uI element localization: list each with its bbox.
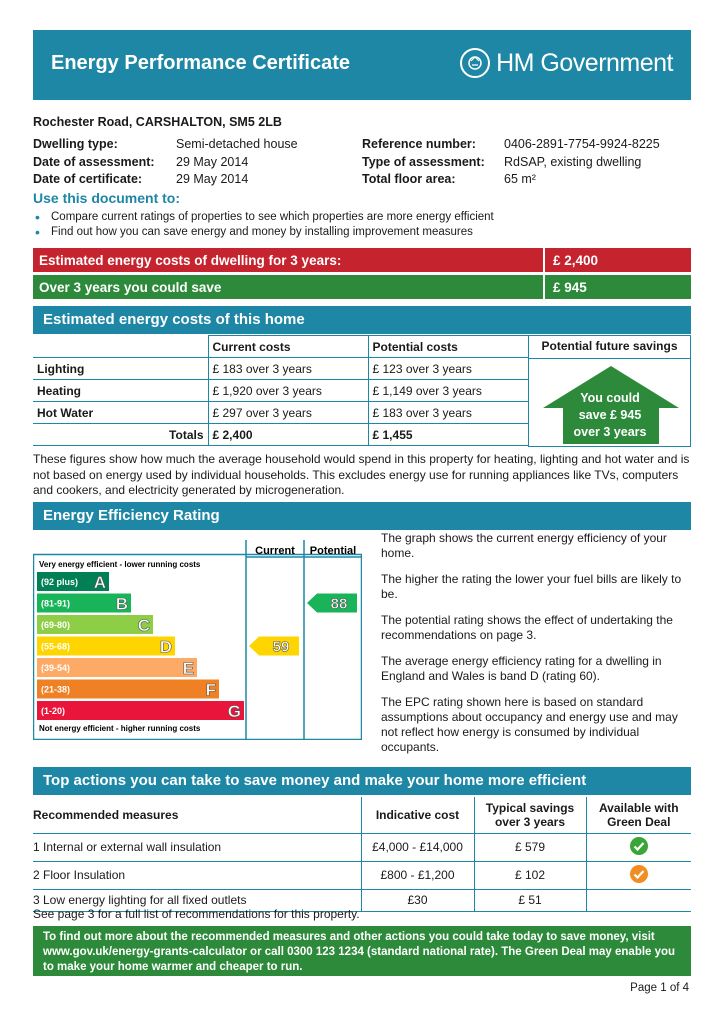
table-row xyxy=(33,861,691,889)
current-cost-cell: £ 297 over 3 years xyxy=(208,402,368,424)
band-d-range: (55-68) xyxy=(41,641,71,652)
band-f-range: (21-38) xyxy=(41,684,71,695)
reference-value: 0406-2891-7754-9924-8225 xyxy=(504,137,660,151)
efficiency-section-heading: Energy Efficiency Rating xyxy=(33,502,691,530)
green-deal-cell xyxy=(586,889,691,911)
green-deal-cell xyxy=(586,833,691,861)
potential-cost-cell: £ 183 over 3 years xyxy=(368,402,528,424)
efficiency-explanation xyxy=(381,531,691,766)
table-row xyxy=(33,380,528,402)
actions-table xyxy=(33,797,691,912)
band-c-range: (69-80) xyxy=(41,620,71,630)
potential-cost-cell: £ 1,149 over 3 years xyxy=(368,380,528,402)
cost-cell: £30 xyxy=(361,889,474,911)
band-g-letter: G xyxy=(227,702,241,721)
cost-cell: £4,000 - £14,000 xyxy=(361,833,474,861)
certificate-date-value: 29 May 2014 xyxy=(176,172,249,186)
efficiency-paragraph: The graph shows the current energy efficiency of your home. xyxy=(381,531,667,560)
band-g-bar xyxy=(37,701,244,720)
savings-line-2: save £ 945 xyxy=(578,408,642,422)
band-d-letter: D xyxy=(159,637,172,657)
costs-table xyxy=(33,335,529,446)
details-right xyxy=(362,136,660,189)
potential-cost-cell: £ 123 over 3 years xyxy=(368,358,528,380)
band-g-range: (1-20) xyxy=(41,706,66,716)
green-deal-cell xyxy=(586,861,691,889)
measure-cell: 1 Internal or external wall insulation xyxy=(33,833,361,861)
reference-label: Reference number: xyxy=(362,137,476,151)
costs-header-current: Current costs xyxy=(208,336,368,358)
floor-area-label: Total floor area: xyxy=(362,172,456,186)
current-column-header: Current xyxy=(255,545,295,557)
current-total: £ 2,400 xyxy=(208,424,368,446)
use-document-heading: Use this document to: xyxy=(33,190,181,206)
band-a-range: (92 plus) xyxy=(41,577,79,587)
potential-rating-value: 88 xyxy=(330,595,348,613)
efficiency-paragraph: The average energy efficiency rating for a dwelling in England and Wales is band D (rating 60). xyxy=(381,654,662,683)
gov-logo-text: HM Government xyxy=(496,48,673,77)
bottom-efficiency-label: Not energy efficient - higher running costs xyxy=(39,724,201,733)
bullet-item: • Compare current ratings of properties to see which properties are more energy efficient xyxy=(33,210,494,225)
top-efficiency-label: Very energy efficient - lower running costs xyxy=(39,560,201,569)
cost-header: Indicative cost xyxy=(361,797,474,833)
future-savings-box xyxy=(528,335,691,447)
actions-section-heading: Top actions you can take to save money and make your home more efficient xyxy=(33,767,691,795)
costs-section-heading: Estimated energy costs of this home xyxy=(33,306,691,334)
dwelling-type-value: Semi-detached house xyxy=(176,137,298,151)
check-icon xyxy=(629,864,649,884)
row-label: Lighting xyxy=(33,358,208,380)
bullet-item: • Find out how you can save energy and money by installing improvement measures xyxy=(33,225,494,240)
band-b-letter: B xyxy=(115,594,128,614)
future-savings-header: Potential future savings xyxy=(529,336,690,359)
costs-header-potential: Potential costs xyxy=(368,336,528,358)
rating-bands xyxy=(37,572,244,721)
potential-total: £ 1,455 xyxy=(368,424,528,446)
saving-cell: £ 102 xyxy=(474,861,586,889)
assessment-type-label: Type of assessment: xyxy=(362,154,485,169)
savings-line-1: You could xyxy=(580,391,640,405)
savings-header: Typical savings over 3 years xyxy=(474,797,586,833)
certificate-date-label: Date of certificate: xyxy=(33,172,143,186)
costs-header-empty xyxy=(33,336,208,358)
efficiency-paragraph: The higher the rating the lower your fuel bills are likely to be. xyxy=(381,572,682,601)
savings-bar xyxy=(33,275,691,299)
efficiency-rating-chart xyxy=(33,540,362,740)
page-number: Page 1 of 4 xyxy=(630,982,689,994)
floor-area-value: 65 m² xyxy=(504,172,536,186)
row-label: Heating xyxy=(33,380,208,402)
check-icon xyxy=(629,836,649,856)
estimated-cost-label: Estimated energy costs of dwelling for 3 years: xyxy=(39,253,342,268)
cost-cell: £800 - £1,200 xyxy=(361,861,474,889)
saving-cell: £ 579 xyxy=(474,833,586,861)
current-cost-cell: £ 1,920 over 3 years xyxy=(208,380,368,402)
savings-arrow-text xyxy=(549,390,671,441)
current-cost-cell: £ 183 over 3 years xyxy=(208,358,368,380)
assessment-date-value: 29 May 2014 xyxy=(176,154,249,169)
band-c-letter: C xyxy=(137,616,150,635)
table-row xyxy=(33,833,691,861)
totals-label: Totals xyxy=(33,424,208,446)
efficiency-paragraph: The EPC rating shown here is based on standard assumptions about occupancy and energy use and may not reflect how energy is consumed by individual occupants. xyxy=(381,695,678,754)
dwelling-type-label: Dwelling type: xyxy=(33,137,118,151)
potential-column-header: Potential xyxy=(309,545,357,557)
saving-cell: £ 51 xyxy=(474,889,586,911)
efficiency-paragraph: The potential rating shows the effect of undertaking the recommendations on page 3. xyxy=(381,613,673,642)
band-e-range: (39-54) xyxy=(41,663,71,673)
estimated-cost-bar xyxy=(33,248,691,272)
band-f-letter: F xyxy=(205,680,216,700)
savings-label: Over 3 years you could save xyxy=(39,280,222,295)
hm-government-logo xyxy=(460,48,673,78)
footer-info-box: To find out more about the recommended measures and other actions you could take today to save money, visit www.gov.uk/energy-grants-calculator or call 0300 123 1234 (standard national rate). The Green Deal may enable you to make your home warmer and cheaper to run. xyxy=(33,926,691,976)
rating-markers xyxy=(249,594,357,656)
savings-value: £ 945 xyxy=(543,275,691,299)
details-left xyxy=(33,136,298,189)
green-deal-header: Available with Green Deal xyxy=(586,797,691,833)
measure-cell: 2 Floor Insulation xyxy=(33,861,361,889)
assessment-date-label: Date of assessment: xyxy=(33,154,155,169)
current-rating-value: 59 xyxy=(272,638,290,656)
band-e-letter: E xyxy=(182,659,194,678)
measures-header: Recommended measures xyxy=(33,797,361,833)
use-bullets xyxy=(33,210,494,240)
document-title: Energy Performance Certificate xyxy=(51,52,351,74)
see-page-note: See page 3 for a full list of recommendations for this property. xyxy=(33,907,360,921)
table-row xyxy=(33,402,528,424)
band-b-range: (81-91) xyxy=(41,598,71,609)
costs-explanation: These figures show how much the average household would spend in this property for heating, lighting and hot water and is not based on energy used by individual households. This excludes energy use for running appliances like TVs, computers and cookers, and electricity generated by microgeneration. xyxy=(33,452,690,497)
header-banner xyxy=(33,30,691,100)
property-address: Rochester Road, CARSHALTON, SM5 2LB xyxy=(33,115,282,129)
estimated-cost-value: £ 2,400 xyxy=(543,248,691,272)
band-a-letter: A xyxy=(93,573,106,592)
measure-cell: 3 Low energy lighting for all fixed outlets xyxy=(33,889,361,911)
totals-row xyxy=(33,424,528,446)
assessment-type-value: RdSAP, existing dwelling xyxy=(504,154,642,169)
row-label: Hot Water xyxy=(33,402,208,424)
royal-crest-icon xyxy=(460,48,490,78)
table-row xyxy=(33,358,528,380)
savings-line-3: over 3 years xyxy=(573,425,647,439)
